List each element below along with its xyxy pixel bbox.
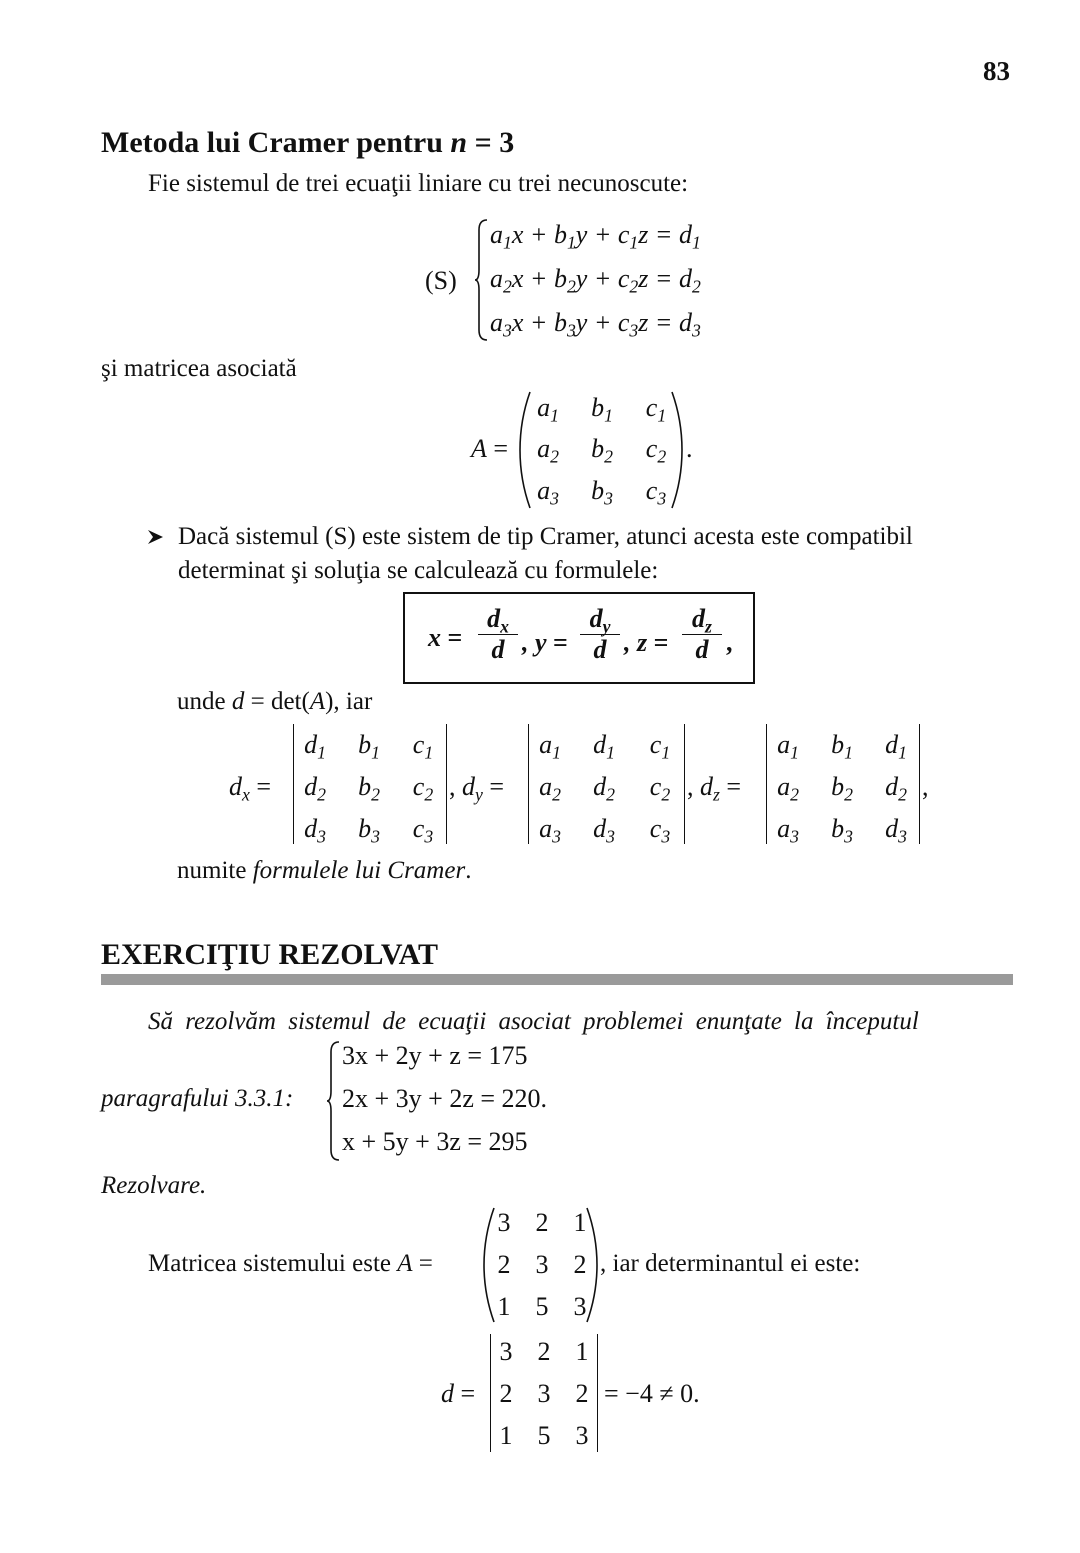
det-cell: 5 [537, 1421, 551, 1450]
det-cell: $a_2$ [777, 772, 799, 805]
det-cell: $d_3$ [304, 814, 326, 847]
matrix-a-label: A = [471, 434, 509, 463]
exercise-title: EXERCIŢIU REZOLVAT [101, 938, 439, 971]
dx-label: $d_x$ = [229, 772, 272, 805]
exercise-eq-2: 2x + 3y + 2z = 220. [342, 1084, 548, 1113]
matrix-cell: 3 [535, 1250, 549, 1279]
matrix-cell: $a_1$ [537, 393, 559, 426]
exercise-eq-1: 3x + 2y + z = 175 [342, 1041, 528, 1070]
det-cell: 2 [499, 1379, 513, 1408]
matrix-cell: 5 [535, 1292, 549, 1321]
det-cell: $c_3$ [649, 814, 671, 847]
det-cell: $d_1$ [885, 730, 907, 763]
det-label: d = [441, 1379, 476, 1408]
matrix-intro: şi matricea asociată [101, 355, 297, 382]
bullet-text-line1: Dacă sistemul (S) este sistem de tip Cramer, atunci acesta este compatibil [178, 523, 913, 550]
det-cell: $b_2$ [831, 772, 853, 805]
matrix-cell: 1 [573, 1208, 587, 1237]
fraction-dy: $\frac{d_y}{d}$ [580, 604, 620, 665]
det-cell: $a_2$ [539, 772, 561, 805]
matrix-cell: $c_1$ [645, 393, 667, 426]
system-eq-2: $a_2x + b_2y + c_2z = d_2$ [490, 264, 701, 297]
det-cell: 3 [499, 1337, 513, 1366]
matrix-cell: 3 [573, 1292, 587, 1321]
det-cell: $d_1$ [593, 730, 615, 763]
det-cell: $d_2$ [304, 772, 326, 805]
matrix-cell: $b_2$ [591, 434, 613, 467]
det-cell: $d_2$ [593, 772, 615, 805]
section-title [101, 126, 514, 160]
system-eq-3: $a_3x + b_3y + c_3z = d_3$ [490, 308, 701, 341]
matrix-cell: $b_1$ [591, 393, 613, 426]
exercise-intro-label: paragrafului 3.3.1: [101, 1085, 294, 1112]
solution-label: Rezolvare. [101, 1172, 207, 1199]
det-result: = −4 ≠ 0. [604, 1379, 700, 1408]
matrix-cell: 2 [573, 1250, 587, 1279]
system-label: (S) [425, 266, 457, 295]
det-bar-right [684, 724, 685, 844]
section-title-suffix: = 3 [467, 126, 515, 159]
det-cell: 2 [537, 1337, 551, 1366]
det-cell: 3 [575, 1421, 589, 1450]
left-brace [474, 218, 488, 342]
matrix-cell: 1 [497, 1292, 511, 1321]
det-cell: 1 [499, 1421, 513, 1450]
det-cell: $c_1$ [412, 730, 434, 763]
dz-label: , $d_z$ = [687, 772, 742, 805]
matrix-cell: $b_3$ [591, 476, 613, 509]
det-cell: $a_3$ [777, 814, 799, 847]
fraction-dz: $\frac{d_z}{d}$ [682, 604, 722, 665]
det-cell: $b_2$ [358, 772, 380, 805]
det-cell: 1 [575, 1337, 589, 1366]
formula-comma: , [726, 628, 733, 657]
left-brace [326, 1040, 340, 1162]
det-cell: $b_1$ [831, 730, 853, 763]
det-cell: $c_2$ [649, 772, 671, 805]
matrix-cell: $a_2$ [537, 434, 559, 467]
cramer-formulas-note: numite formulele lui Cramer. [177, 857, 472, 884]
matrix-cell: 2 [497, 1250, 511, 1279]
det-cell: $d_3$ [593, 814, 615, 847]
det-cell: $a_1$ [539, 730, 561, 763]
det-cell: $d_2$ [885, 772, 907, 805]
det-cell: 3 [537, 1379, 551, 1408]
matrix-cell: $c_3$ [645, 476, 667, 509]
unde-text: unde d = det(A), iar [177, 688, 373, 715]
matrix-cell: 3 [497, 1208, 511, 1237]
exercise-eq-3: x + 5y + 3z = 295 [342, 1127, 528, 1156]
det-cell: $c_1$ [649, 730, 671, 763]
matrix-a-period: . [686, 434, 693, 463]
matrix-cell: $c_2$ [645, 434, 667, 467]
fraction-dx: $\frac{d_x}{d}$ [478, 604, 518, 665]
det-cell: $b_3$ [358, 814, 380, 847]
arrow-bullet-icon [146, 527, 166, 552]
exercise-intro: Să rezolvăm sistemul de ecuaţii asociat problemei enunţate la începutul [148, 1008, 919, 1035]
dz-comma: , [922, 772, 929, 801]
matrix-cell: $a_3$ [537, 476, 559, 509]
det-cell: $a_3$ [539, 814, 561, 847]
det-cell: $d_1$ [304, 730, 326, 763]
matrix-cell: 2 [535, 1208, 549, 1237]
section-title-var: n [450, 126, 468, 159]
matrix-sentence-prefix: Matricea sistemului este A = [148, 1250, 433, 1277]
det-bar-right [919, 724, 920, 844]
det-cell: $c_3$ [412, 814, 434, 847]
det-cell: $c_2$ [412, 772, 434, 805]
det-bar-right [446, 724, 447, 844]
formula-y: , y = [522, 628, 568, 657]
section-rule [101, 974, 1013, 985]
system-eq-1: $a_1x + b_1y + c_1z = d_1$ [490, 220, 701, 253]
formula-x: x = [428, 623, 463, 652]
matrix-sentence-suffix: , iar determinantul ei este: [600, 1250, 861, 1277]
det-cell: $b_1$ [358, 730, 380, 763]
dy-label: , $d_y$ = [449, 772, 505, 805]
page-number: 83 [983, 56, 1010, 86]
bullet-text-line2: determinat şi soluţia se calculează cu formulele: [178, 557, 659, 584]
det-cell: $a_1$ [777, 730, 799, 763]
formula-z: , z = [624, 628, 669, 657]
det-cell: $b_3$ [831, 814, 853, 847]
intro-text: Fie sistemul de trei ecuaţii liniare cu trei necunoscute: [148, 170, 689, 197]
section-title-text: Metoda lui Cramer pentru [101, 126, 451, 159]
det-cell: 2 [575, 1379, 589, 1408]
det-cell: $d_3$ [885, 814, 907, 847]
